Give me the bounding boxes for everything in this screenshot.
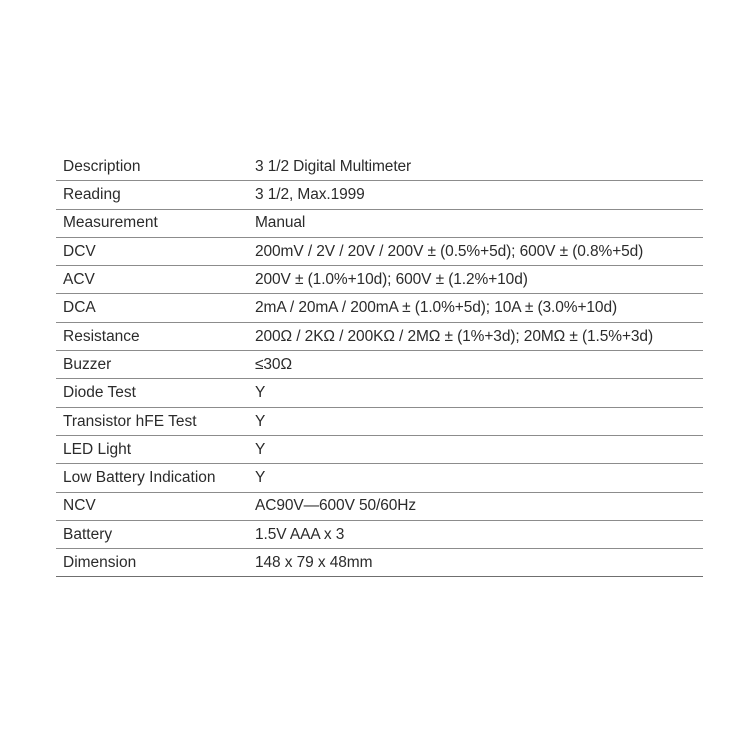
- row-value: 3 1/2, Max.1999: [248, 181, 703, 209]
- row-label: Measurement: [56, 209, 248, 237]
- row-value: 200Ω / 2KΩ / 200KΩ / 2MΩ ± (1%+3d); 20MΩ ± (1.5%+3d): [248, 322, 703, 350]
- table-row: [56, 181, 703, 209]
- row-label: DCA: [56, 294, 248, 322]
- row-label: LED Light: [56, 435, 248, 463]
- row-label: NCV: [56, 492, 248, 520]
- row-value: Y: [248, 435, 703, 463]
- row-label: ACV: [56, 266, 248, 294]
- row-label: Diode Test: [56, 379, 248, 407]
- row-label: Transistor hFE Test: [56, 407, 248, 435]
- row-value: Y: [248, 464, 703, 492]
- row-value: Y: [248, 379, 703, 407]
- row-label: DCV: [56, 237, 248, 265]
- row-value: 3 1/2 Digital Multimeter: [248, 153, 703, 181]
- row-value: Y: [248, 407, 703, 435]
- row-value: 200mV / 2V / 20V / 200V ± (0.5%+5d); 600V ± (0.8%+5d): [248, 237, 703, 265]
- row-value: ≤30Ω: [248, 351, 703, 379]
- row-value: 1.5V AAA x 3: [248, 520, 703, 548]
- table-row: [56, 435, 703, 463]
- table-row: [56, 520, 703, 548]
- row-label: Dimension: [56, 549, 248, 577]
- table-row: [56, 407, 703, 435]
- row-label: Low Battery Indication: [56, 464, 248, 492]
- table-row: [56, 322, 703, 350]
- row-label: Description: [56, 153, 248, 181]
- row-value: Manual: [248, 209, 703, 237]
- table-row: [56, 351, 703, 379]
- row-label: Reading: [56, 181, 248, 209]
- row-value: 200V ± (1.0%+10d); 600V ± (1.2%+10d): [248, 266, 703, 294]
- table-row: [56, 492, 703, 520]
- table-row: [56, 209, 703, 237]
- row-label: Resistance: [56, 322, 248, 350]
- table-row: [56, 464, 703, 492]
- table-row: [56, 549, 703, 577]
- table-row: [56, 379, 703, 407]
- table-row: [56, 266, 703, 294]
- table-row: [56, 153, 703, 181]
- spec-table: [56, 153, 703, 577]
- row-label: Battery: [56, 520, 248, 548]
- table-row: [56, 294, 703, 322]
- row-value: 148 x 79 x 48mm: [248, 549, 703, 577]
- row-value: 2mA / 20mA / 200mA ± (1.0%+5d); 10A ± (3.0%+10d): [248, 294, 703, 322]
- row-value: AC90V—600V 50/60Hz: [248, 492, 703, 520]
- table-row: [56, 237, 703, 265]
- row-label: Buzzer: [56, 351, 248, 379]
